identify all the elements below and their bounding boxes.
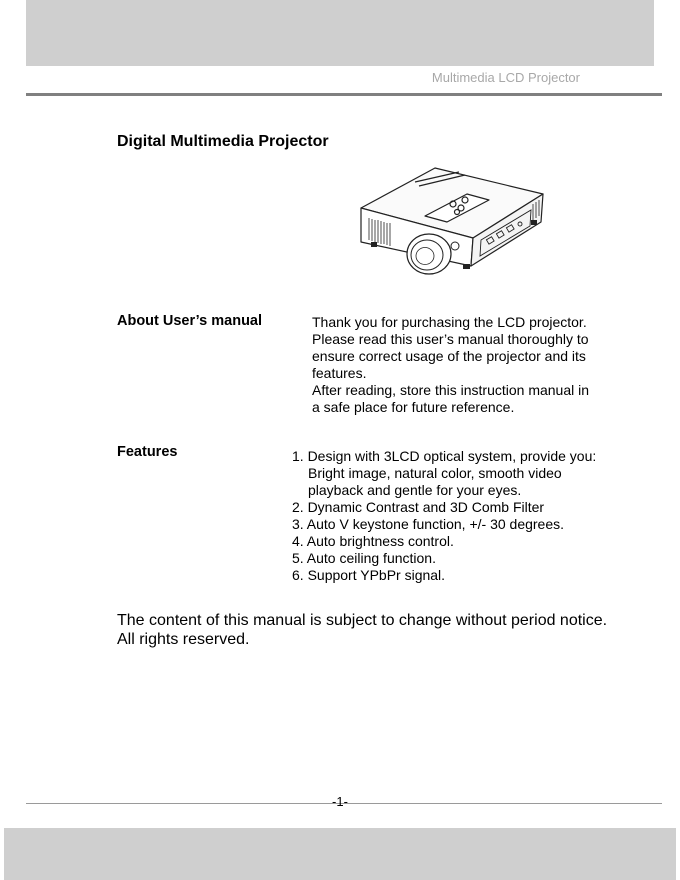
- about-line: a safe place for future reference.: [312, 399, 515, 415]
- header-band: [26, 0, 654, 66]
- about-line: Thank you for purchasing the LCD projector.: [312, 314, 587, 330]
- document-title: Digital Multimedia Projector: [117, 133, 329, 150]
- projector-illustration: [355, 160, 545, 278]
- header-title: Multimedia LCD Projector: [431, 70, 580, 85]
- feature-item: 6. Support YPbPr signal.: [292, 567, 446, 583]
- notice-text: [117, 611, 637, 649]
- about-line: features.: [312, 365, 367, 381]
- feature-item: 3. Auto V keystone function, +/- 30 degrees.: [292, 516, 565, 532]
- footer-band: [4, 828, 676, 880]
- page-number: -1-: [332, 794, 348, 809]
- features-section-label: Features: [117, 444, 178, 460]
- feature-item: 4. Auto brightness control.: [292, 533, 454, 549]
- feature-item: 2. Dynamic Contrast and 3D Comb Filter: [292, 499, 545, 515]
- feature-item: 1. Design with 3LCD optical system, provide you:: [292, 448, 597, 464]
- notice-line: All rights reserved.: [117, 631, 250, 648]
- feature-item-continuation: playback and gentle for your eyes.: [308, 482, 522, 498]
- feature-item-continuation: Bright image, natural color, smooth video: [308, 465, 562, 481]
- about-section-label: About User’s manual: [117, 313, 263, 329]
- header-divider: [26, 93, 662, 96]
- about-line: Please read this user’s manual thoroughly to: [312, 331, 589, 347]
- about-section-text: [312, 314, 612, 416]
- features-list: [292, 448, 632, 584]
- feature-item: 5. Auto ceiling function.: [292, 550, 436, 566]
- notice-line: The content of this manual is subject to change without period notice.: [117, 612, 608, 629]
- about-line: ensure correct usage of the projector and its: [312, 348, 586, 364]
- about-line: After reading, store this instruction manual in: [312, 382, 590, 398]
